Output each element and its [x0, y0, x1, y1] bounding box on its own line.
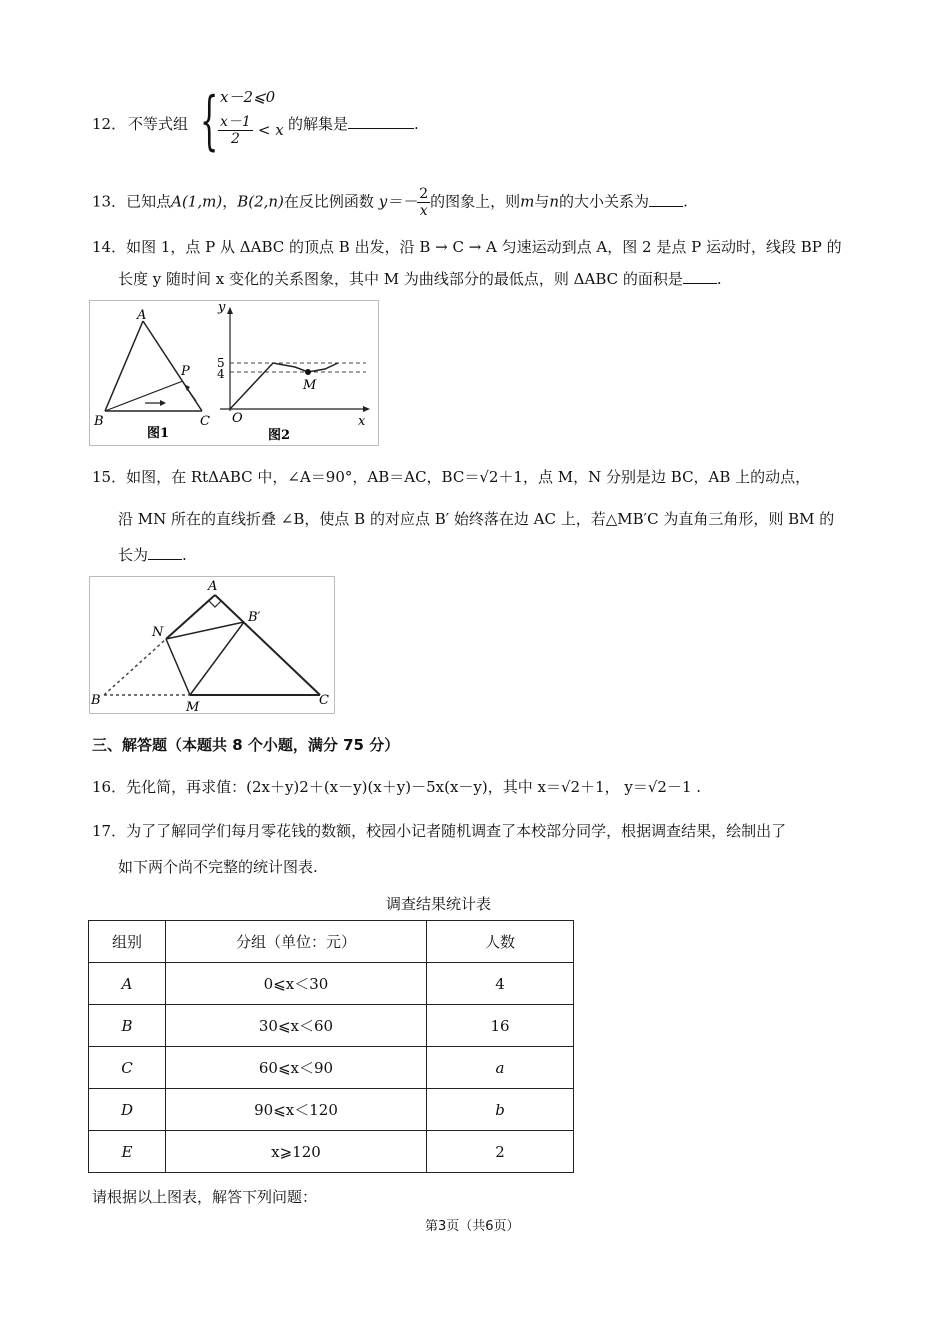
q12-answer-blank[interactable] — [348, 114, 414, 129]
table-cell-group: D — [89, 1089, 166, 1131]
q16-text: 先化简，再求值：(2x＋y)2＋(x－y)(x＋y)－5x(x－y)，其中 x＝√2＋1， y＝√2－1 . — [126, 778, 702, 796]
q17-number: 17． — [92, 822, 127, 840]
table-cell-range: 90⩽x＜120 — [166, 1089, 427, 1131]
q12-ineq1: x－2⩽0 — [220, 88, 276, 106]
fig1-segment-bp — [105, 381, 183, 411]
table-header-cell: 人数 — [427, 921, 574, 963]
q17-line1 — [92, 820, 786, 842]
fig2-label-5: 5 — [217, 356, 225, 370]
q12-frac-num: x－1 — [220, 114, 251, 130]
table-title: 调查结果统计表 — [386, 895, 492, 913]
fig1-side-ba — [105, 321, 143, 411]
fig15-dash-bn — [104, 639, 166, 695]
fig1-label-b: B — [94, 414, 104, 429]
fig15-label-a: A — [208, 579, 218, 594]
q12-ineq2 — [218, 114, 284, 147]
fig1-label-p: P — [181, 364, 190, 379]
fig1-label-a: A — [137, 308, 147, 323]
q13-m: m — [520, 192, 535, 211]
table-row — [89, 1131, 574, 1173]
table-cell-count: 16 — [427, 1005, 574, 1047]
fig2-point-m — [305, 369, 311, 375]
fig2-x-arrowhead — [363, 406, 370, 412]
q13-answer-blank[interactable] — [649, 192, 683, 207]
table-cell-count: 4 — [427, 963, 574, 1005]
fig2-caption: 图2 — [268, 428, 291, 443]
fig1-arrowhead-bc — [160, 400, 166, 406]
q14-line1-text: 如图 1，点 P 从 ΔABC 的顶点 B 出发，沿 B → C → A 匀速运动到点 A，图 2 是点 P 运动时，线段 BP 的 — [126, 238, 842, 256]
q14-answer-blank[interactable] — [683, 269, 717, 284]
q13-pointB: B(2,n) — [237, 192, 284, 211]
fig15-segment-mbp — [190, 622, 244, 695]
q14-line2-text: 长度 y 随时间 x 变化的关系图象，其中 M 为曲线部分的最低点，则 ΔABC 的面积是 — [118, 270, 683, 288]
q15-figure — [89, 576, 335, 714]
table-cell-range: 30⩽x＜60 — [166, 1005, 427, 1047]
table-cell-count: a — [427, 1047, 574, 1089]
table-cell-group: A — [89, 963, 166, 1005]
q15-line2: 沿 MN 所在的直线折叠 ∠B，使点 B 的对应点 B′ 始终落在边 AC 上，若△MB′C 为直角三角形，则 BM 的 — [118, 510, 835, 528]
q15-line3 — [118, 544, 187, 566]
q12-tail-text: 的解集是 — [288, 115, 349, 133]
q13-text2: 在反比例函数 — [283, 192, 374, 211]
table-cell-range: 0⩽x＜30 — [166, 963, 427, 1005]
after-table-text: 请根据以上图表，解答下列问题： — [92, 1188, 318, 1206]
fig15-label-bprime: B′ — [248, 610, 261, 625]
fig15-label-m: M — [186, 700, 200, 713]
q15-line1-text: 如图，在 RtΔABC 中，∠A＝90°，AB＝AC，BC＝√2＋1，点 M，N 分别是边 BC，AB 上的动点， — [126, 468, 811, 486]
q12-frac-den: 2 — [230, 131, 240, 147]
table-cell-group: E — [89, 1131, 166, 1173]
table-row — [89, 1089, 574, 1131]
q15-end: . — [182, 546, 187, 564]
q14-line1 — [92, 236, 842, 258]
fig15-label-n: N — [152, 625, 164, 640]
fig15-side-an — [166, 595, 215, 639]
q16 — [92, 776, 701, 798]
q14-line2 — [118, 268, 722, 290]
fig2-y-arrowhead — [227, 307, 233, 314]
fig2-label-y: y — [218, 301, 226, 315]
q17-line1-text: 为了了解同学们每月零花钱的数额，校园小记者随机调查了本校部分同学，根据调查结果，绘制出了 — [126, 822, 787, 840]
fig1-arrowhead-ca — [184, 384, 190, 391]
q14-number: 14． — [92, 238, 127, 256]
q13-text5: 的大小关系为 — [559, 192, 650, 211]
q14-end: . — [716, 270, 722, 288]
q12-ineq2-tail: < x — [257, 121, 284, 139]
fig1-caption: 图1 — [147, 426, 170, 441]
q13-text1: 已知点 — [126, 192, 172, 211]
q13-end: . — [683, 192, 688, 211]
q13-sep: ， — [222, 192, 238, 211]
fig15-right-angle — [209, 601, 221, 607]
fig2-curve — [230, 363, 338, 409]
q16-number: 16． — [92, 778, 127, 796]
q12-lead: 不等式组 — [128, 115, 189, 133]
q13-text3: 的图象上，则 — [430, 192, 521, 211]
q15-line3-text: 长为 — [118, 546, 149, 564]
table-cell-group: C — [89, 1047, 166, 1089]
fig15-segment-nbp — [166, 622, 244, 639]
q14-figure-svg — [90, 301, 378, 445]
fig2-label-x: x — [358, 414, 366, 429]
table-row — [89, 1005, 574, 1047]
q12-tail — [288, 113, 419, 135]
fig2-label-o: O — [232, 411, 243, 426]
q13-func-den: x — [419, 203, 428, 219]
fig15-label-c: C — [319, 693, 329, 708]
q13-pointA: A(1,m) — [171, 192, 223, 211]
q15-answer-blank[interactable] — [148, 545, 182, 560]
q13-number: 13． — [92, 192, 127, 211]
section3-heading: 三、解答题（本题共 8 个小题，满分 75 分） — [92, 736, 400, 754]
survey-table — [88, 920, 574, 1173]
table-header-cell: 分组（单位：元） — [166, 921, 427, 963]
fig1-label-c: C — [200, 414, 210, 429]
q12-brace: { — [200, 84, 219, 158]
table-header-row — [89, 921, 574, 963]
q13-text4: 与 — [534, 192, 550, 211]
table-cell-count: b — [427, 1089, 574, 1131]
fig2-label-m: M — [303, 378, 317, 393]
q14-figure — [89, 300, 379, 446]
q15-figure-svg — [90, 577, 334, 713]
table-cell-range: 60⩽x＜90 — [166, 1047, 427, 1089]
q13-func-num: 2 — [419, 186, 429, 202]
q17-line2: 如下两个尚不完整的统计图表. — [118, 858, 318, 876]
q13 — [92, 186, 688, 219]
table-cell-range: x⩾120 — [166, 1131, 427, 1173]
fig2-label-4: 4 — [217, 367, 225, 381]
q12-end: . — [414, 115, 419, 133]
q12-number: 12． — [92, 115, 127, 133]
table-row — [89, 1047, 574, 1089]
page-footer: 第3页（共6页） — [425, 1219, 520, 1234]
q15-number: 15． — [92, 468, 127, 486]
q13-func-lhs: y＝－ — [378, 192, 418, 211]
table-row — [89, 963, 574, 1005]
q15-line1 — [92, 466, 810, 488]
fig15-label-b: B — [91, 693, 101, 708]
fig15-segment-nm — [166, 639, 190, 695]
table-cell-count: 2 — [427, 1131, 574, 1173]
q13-n: n — [549, 192, 560, 211]
table-cell-group: B — [89, 1005, 166, 1047]
fig15-side-ac — [215, 595, 320, 695]
table-header-cell: 组别 — [89, 921, 166, 963]
